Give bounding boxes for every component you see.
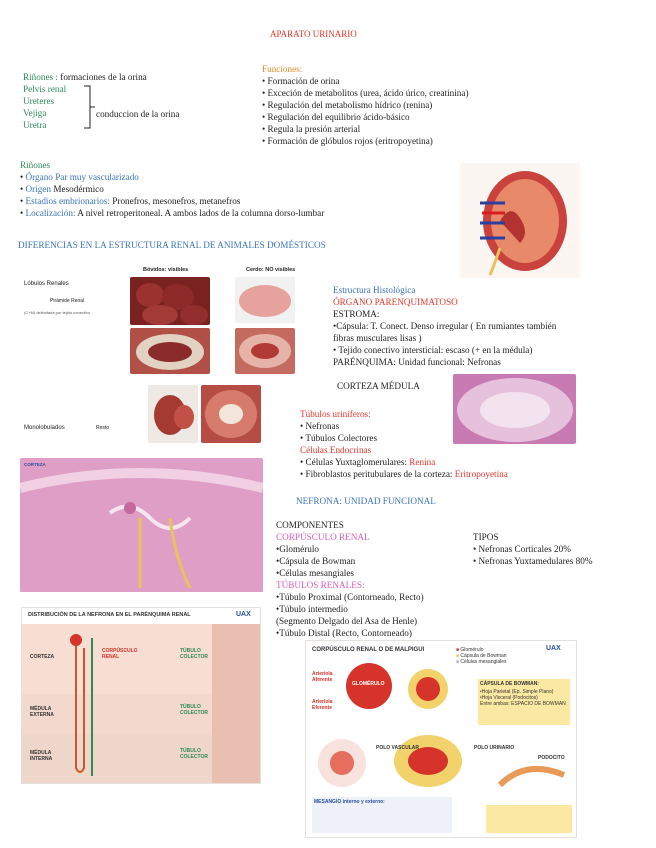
monolobulados-label: Monolobulados — [24, 425, 65, 431]
item-key: Estadios embrionarios: — [25, 196, 110, 206]
item-value: A nivel retroperitoneal. A ambos lados de la columna dorso-lumbar — [75, 208, 325, 218]
componentes-section — [276, 519, 424, 639]
corpusculo-label: CORPÚSCULO RENAL — [102, 648, 138, 660]
endocrinas-heading: Células Endocrinas — [300, 445, 372, 455]
malpighi-title: CORPÚSCULO RENAL O DE MALPIGUI — [312, 647, 425, 653]
list-item: • Nefronas Yuxtamedulares 80% — [473, 555, 592, 567]
mesangio-label: MESANGIO interno y externo: — [314, 799, 385, 805]
list-item: •Túbulo Proximal (Contorneado, Recto) — [276, 592, 424, 602]
corteza-label: CORTEZA — [24, 462, 46, 467]
row-label: MÉDULA INTERNA — [30, 750, 53, 762]
list-item: •Túbulo intermedio — [276, 604, 348, 614]
tubulos-section — [300, 408, 508, 480]
bowman-item: Entre ambas: ESPACIO DE BOWMAN — [480, 701, 566, 707]
list-item: • Formación de glóbulos rojos (eritropoyetina) — [262, 135, 469, 147]
nephron-icon — [62, 628, 102, 778]
polo-urinario-label: POLO URINARIO — [474, 745, 515, 751]
diferencias-heading: DIFERENCIAS EN LA ESTRUCTURA RENAL DE ANIMALES DOMÉSTICOS — [18, 240, 326, 250]
list-item: • Regulación del equilibrio ácido-básico — [262, 111, 469, 123]
aferente-label: Arteriola Aferente — [312, 671, 333, 683]
list-item: • Nefronas Corticales 20% — [473, 543, 592, 555]
kidney-anatomy-image — [460, 163, 580, 278]
mesangio-box — [312, 797, 452, 833]
histologica-heading: Estructura Histológica — [333, 285, 416, 295]
legend: ■ Glomérulo ■ Cápsula de Bowman ■ Células mesangiales — [456, 647, 507, 665]
capsula-text: •Cápsula: T. Conect. Denso irregular ( En rumiantes también — [333, 321, 557, 331]
histologica-section — [333, 284, 556, 368]
list-item: Pelvis renal — [23, 84, 67, 94]
legend-item: Células mesangiales — [460, 659, 507, 665]
rinones-detail-section — [20, 159, 324, 219]
colector-label: TÚBULO COLECTOR — [180, 748, 208, 760]
list-item: • Exceción de metabolitos (urea, ácido úrico, creatinina) — [262, 87, 469, 99]
vessel-icon — [312, 733, 372, 793]
podocyte-note-box — [486, 805, 572, 833]
item-value: Mesodérmico — [51, 184, 104, 194]
podocyte-icon — [496, 755, 568, 795]
page-title: APARATO URINARIO — [270, 29, 357, 39]
bowman-item: •Hoja Visceral (Podocitos) — [480, 695, 538, 701]
glomerulo-label: GLOMÉRULO — [352, 681, 385, 687]
list-item: •Células mesangiales — [276, 568, 354, 578]
tubulos-heading: Túbulos uriníferos: — [300, 409, 371, 419]
corpuscle-icon — [398, 663, 458, 713]
list-item: • Nefronas — [300, 420, 508, 432]
corpusculo-heading: CORPÚSCULO RENAL — [276, 532, 370, 542]
row-label: MÉDULA EXTERNA — [30, 706, 54, 718]
estroma-label: ESTROMA: — [333, 309, 380, 319]
legend-item: Cápsula de Bowman — [460, 653, 507, 659]
monolobulated-kidney-photo — [148, 385, 198, 443]
bovine-kidney-section-photo — [130, 328, 210, 374]
componentes-heading: COMPONENTES — [276, 520, 344, 530]
histology-strip — [212, 624, 260, 783]
bracket-icon — [82, 84, 96, 130]
pig-kidney-section-photo — [235, 328, 295, 374]
bowman-item: •Hoja Parietal (Ep. Simple Plano) — [480, 689, 554, 695]
list-item: • Formación de orina — [262, 75, 469, 87]
bowman-box — [478, 679, 570, 725]
row-label: CORTEZA — [30, 654, 55, 660]
distribucion-diagram — [21, 607, 261, 784]
item-value: Eritropoyetina — [454, 469, 508, 479]
nefrona-heading: NEFRONA: UNIDAD FUNCIONAL — [296, 496, 436, 506]
tubulos-renales-heading: TÚBULOS RENALES: — [276, 580, 365, 590]
list-item: Uretra — [23, 120, 47, 130]
tipos-heading: TIPOS — [473, 532, 499, 542]
item-key: Fibroblastos peritubulares de la corteza: — [305, 469, 455, 479]
distribucion-title: DISTRIBUCIÓN DE LA NEFRONA EN EL PARÉNQUIMA RENAL — [28, 612, 191, 618]
parenquima-text: PARÉNQUIMA: Unidad funcional: Nefronas — [333, 357, 501, 367]
corteza-medula-label: CORTEZA MÉDULA — [337, 381, 420, 391]
malpighi-diagram — [305, 640, 577, 838]
lobulos-renales-label: Lóbulos Renales — [24, 281, 69, 287]
list-item: •Cápsula de Bowman — [276, 556, 356, 566]
bovine-kidney-photo — [130, 277, 210, 325]
item-key: Origen — [25, 184, 52, 194]
bovidos-label: Bóvidos: visibles — [143, 267, 189, 273]
piramide-label: Pirámide Renal — [50, 298, 85, 304]
conduccion-text: conduccion de la orina — [96, 109, 180, 119]
list-item: •Túbulo Distal (Recto, Contorneado) — [276, 628, 412, 638]
list-item: • Regula la presión arterial — [262, 123, 469, 135]
podocito-label: PODOCITO — [538, 755, 565, 761]
pig-kidney-photo — [235, 277, 295, 323]
rinones-label: Riñones : — [23, 72, 58, 82]
colector-label: TÚBULO COLECTOR — [180, 648, 208, 660]
parenquimatoso-label: ÓRGANO PARENQUIMATOSO — [333, 297, 458, 307]
list-item: • Regulación del metabolismo hídrico (renina) — [262, 99, 469, 111]
polo-vascular-label: POLO VASCULAR — [376, 745, 419, 751]
item-value: Pronefros, mesonefros, metanefros — [109, 196, 241, 206]
cortex-histology-image — [20, 458, 263, 592]
list-item: • Túbulos Colectores — [300, 432, 508, 444]
funciones-section — [262, 63, 469, 147]
item-key: Células Yuxtaglomerulares: — [305, 457, 410, 467]
cerdo-label: Cerdo: NO visibles — [246, 267, 296, 273]
colector-label: TÚBULO COLECTOR — [180, 704, 208, 716]
item-value: Renina — [409, 457, 436, 467]
list-item: •Glomérulo — [276, 544, 320, 554]
kidney-section-photo — [201, 385, 261, 443]
rinones-heading: Riñones — [20, 160, 51, 170]
polo-icon — [388, 725, 468, 795]
rinones-text: formaciones de la orina — [60, 72, 147, 82]
cm-label: (C+M) delimitada por tejido conectivo — [24, 310, 91, 315]
item-key: Localización: — [25, 208, 76, 218]
item-key: Órgano Par muy vascularizado — [25, 172, 139, 182]
list-item: Vejiga — [23, 108, 47, 118]
uax-logo: UAX — [236, 611, 251, 618]
tejido-text: • Tejido conectivo intersticial: escaso (+ en la médula) — [333, 345, 533, 355]
tipos-section — [473, 531, 592, 567]
bowman-title: CÁPSULA DE BOWMAN: — [480, 681, 539, 687]
list-item: Ureteres — [23, 96, 55, 106]
capsula-text-2: fibras musculares lisas ) — [333, 333, 422, 343]
eferente-label: Arteriola Eferente — [312, 699, 333, 711]
list-item: (Segmento Delgado del Asa de Henle) — [276, 616, 418, 626]
uax-logo: UAX — [546, 645, 561, 652]
funciones-heading: Funciones: — [262, 64, 303, 74]
resto-label: Resto — [96, 425, 110, 431]
legend-item: Glomérulo — [460, 647, 484, 653]
